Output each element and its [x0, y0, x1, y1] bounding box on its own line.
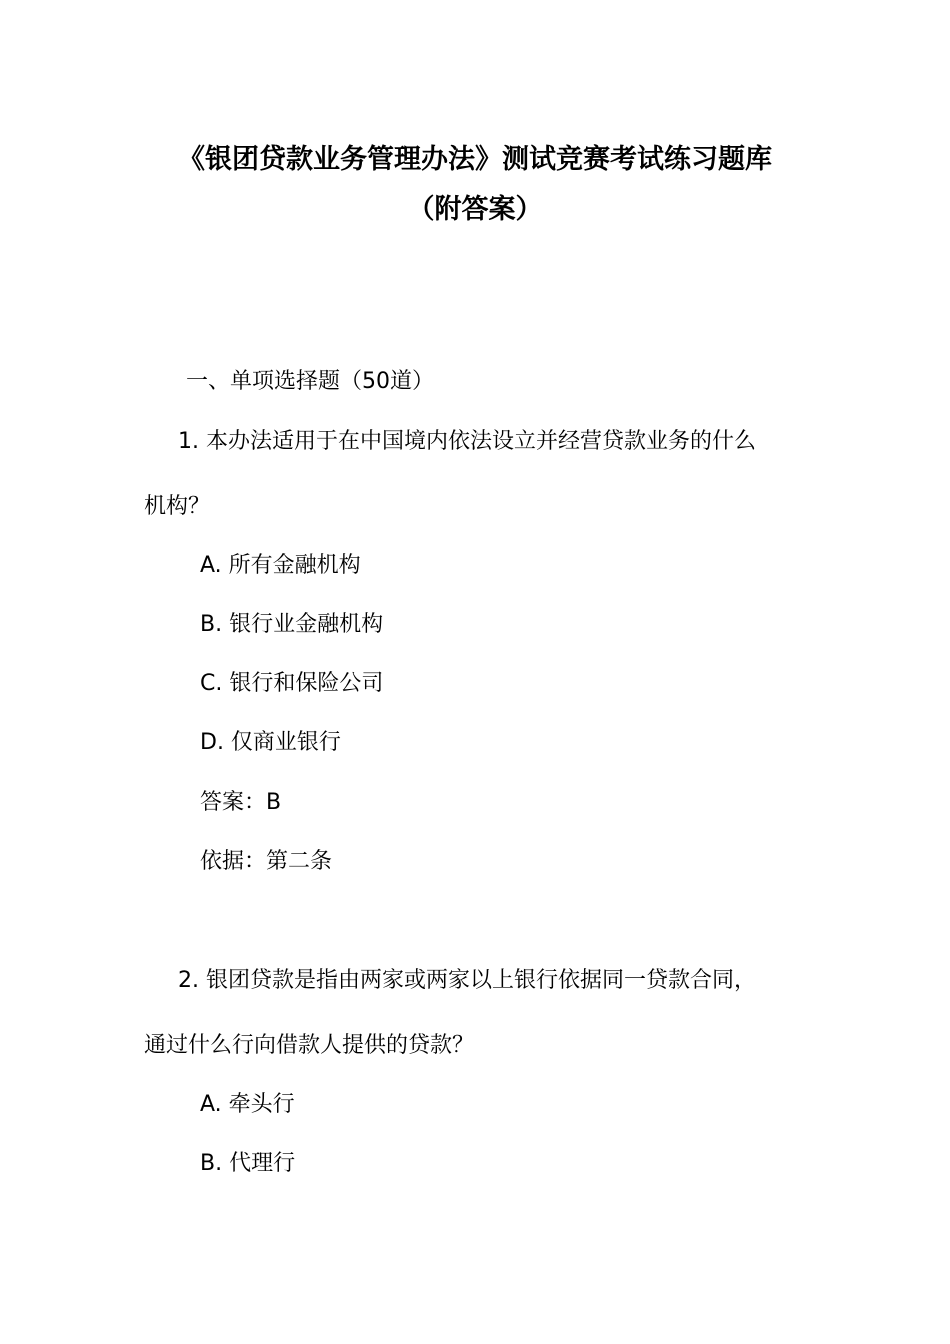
section-heading: 一、单项选择题（50道）: [186, 369, 434, 394]
document-subtitle: （附答案）: [407, 194, 543, 225]
document-title: 《银团贷款业务管理办法》测试竞赛考试练习题库: [178, 144, 772, 175]
question-2-stem-line-1: 2. 银团贷款是指由两家或两家以上银行依据同一贷款合同，: [178, 968, 756, 993]
question-1-stem-line-2: 机构？: [144, 494, 211, 519]
question-1-basis: 依据：第二条: [200, 849, 333, 874]
question-1-option-c: C. 银行和保险公司: [200, 671, 384, 696]
question-2-stem-line-2: 通过什么行向借款人提供的贷款？: [144, 1033, 475, 1058]
question-2-option-a: A. 牵头行: [200, 1092, 295, 1117]
question-1-option-b: B. 银行业金融机构: [200, 612, 384, 637]
question-2-option-b: B. 代理行: [200, 1151, 296, 1176]
question-1-stem-line-1: 1. 本办法适用于在中国境内依法设立并经营贷款业务的什么: [178, 429, 756, 454]
question-1-option-a: A. 所有金融机构: [200, 553, 361, 578]
question-1-option-d: D. 仅商业银行: [200, 730, 341, 755]
question-1-answer: 答案：B: [200, 790, 282, 815]
